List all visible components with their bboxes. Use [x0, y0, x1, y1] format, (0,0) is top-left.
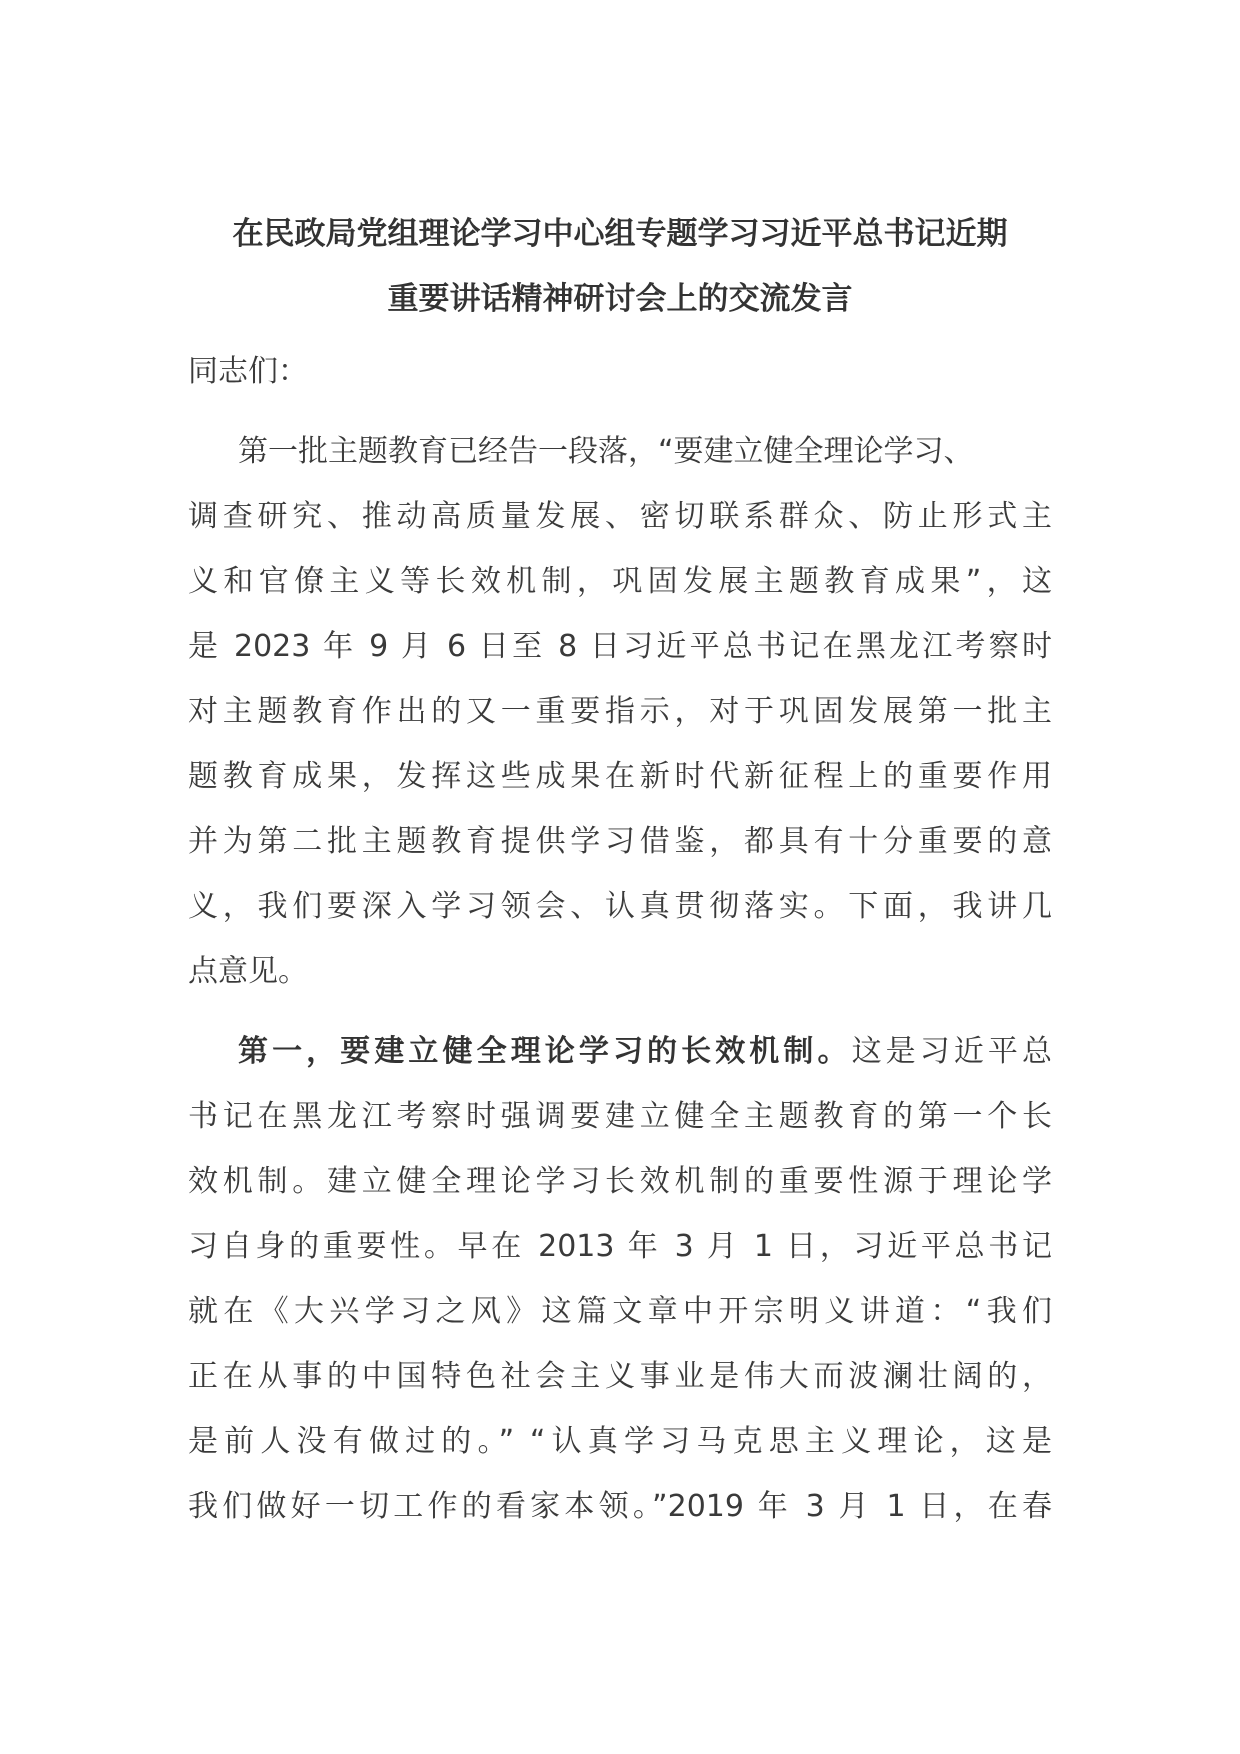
paragraph-2-first-line — [188, 1030, 1052, 1074]
paragraph-line: 题教育成果，发挥这些成果在新时代新征程上的重要作用 — [188, 759, 1052, 794]
paragraph-line: 是前人没有做过的。” “认真学习马克思主义理论，这是 — [188, 1424, 1052, 1459]
paragraph-line: 调查研究、推动高质量发展、密切联系群众、防止形式主 — [188, 499, 1052, 534]
paragraph-2-first-line-text: 这是习近平总 — [851, 1034, 1053, 1069]
document-title-line-1: 在民政局党组理论学习中心组专题学习习近平总书记近期 — [232, 216, 1008, 252]
paragraph-line: 是 2023 年 9 月 6 日至 8 日习近平总书记在黑龙江考察时 — [188, 629, 1052, 664]
paragraph-line: 对主题教育作出的又一重要指示，对于巩固发展第一批主 — [188, 694, 1052, 729]
paragraph-line: 义和官僚主义等长效机制，巩固发展主题教育成果”，这 — [188, 564, 1052, 599]
section-heading: 第一，要建立健全理论学习的长效机制。 — [238, 1034, 852, 1069]
paragraph-line: 就在《大兴学习之风》这篇文章中开宗明义讲道：“我们 — [188, 1294, 1052, 1329]
paragraph-line: 书记在黑龙江考察时强调要建立健全主题教育的第一个长 — [188, 1099, 1052, 1134]
paragraph-line: 第一批主题教育已经告一段落，“要建立健全理论学习、 — [238, 434, 974, 469]
paragraph-line: 义，我们要深入学习领会、认真贯彻落实。下面，我讲几 — [188, 889, 1052, 924]
paragraph-line: 正在从事的中国特色社会主义事业是伟大而波澜壮阔的， — [188, 1359, 1052, 1394]
paragraph-line: 点意见。 — [188, 954, 308, 989]
salutation: 同志们： — [188, 354, 308, 389]
paragraph-line: 习自身的重要性。早在 2013 年 3 月 1 日，习近平总书记 — [188, 1229, 1052, 1264]
paragraph-line: 我们做好一切工作的看家本领。”2019 年 3 月 1 日，在春 — [188, 1489, 1052, 1524]
paragraph-line: 并为第二批主题教育提供学习借鉴，都具有十分重要的意 — [188, 824, 1052, 859]
document-title-line-2: 重要讲话精神研讨会上的交流发言 — [387, 281, 853, 317]
paragraph-line: 效机制。建立健全理论学习长效机制的重要性源于理论学 — [188, 1164, 1052, 1199]
